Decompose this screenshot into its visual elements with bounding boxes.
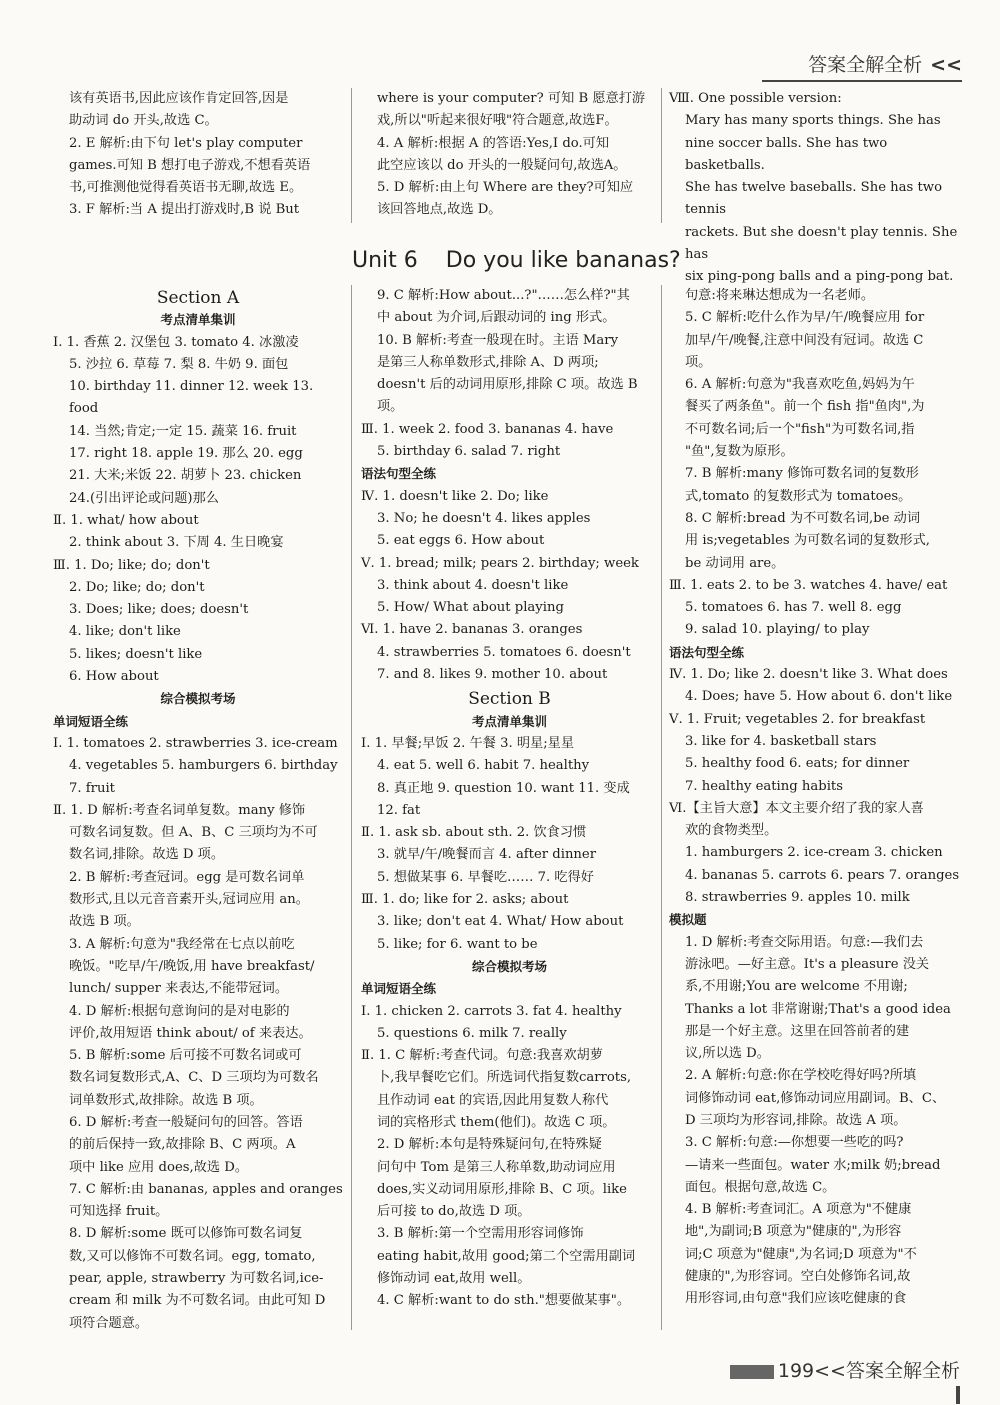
text-line: 3. like for 4. basketball stars (685, 733, 877, 749)
text-line: 8. D 解析:some 既可以修饰可数名词复 (69, 1226, 303, 1242)
text-line: 2. E 解析:由下句 let's play computer (69, 135, 303, 151)
text-line: 地",为副词;B 项意为"健康的",为形容 (685, 1224, 902, 1240)
subsection-title: 综合模拟考场 (471, 958, 547, 974)
bottom-column-1 (53, 285, 343, 1335)
text-line: 8. C 解析:bread 为不可数名词,be 动词 (685, 510, 921, 526)
text-line: 7. fruit (69, 780, 115, 796)
text-line: 1. hamburgers 2. ice-cream 3. chicken (685, 845, 943, 861)
text-line: 4. Does; have 5. How about 6. don't like (685, 689, 953, 705)
exercise-heading: 模拟题 (669, 912, 707, 928)
text-line: Ⅳ. 1. doesn't like 2. Do; like (361, 488, 549, 504)
text-line: 加早/午/晚餐,注意中间没有冠词。故选 C (685, 332, 924, 348)
text-line: Ⅰ. 1. 香蕉 2. 汉堡包 3. tomato 4. 冰激凌 (53, 334, 299, 350)
text-line: 5. B 解析:some 后可接不可数名词或可 (69, 1048, 302, 1064)
text-line: Mary has many sports things. She has (685, 113, 941, 129)
text-line: Ⅱ. 1. D 解析:考查名词单复数。many 修饰 (53, 802, 306, 818)
text-line: 数名词,排除。故选 D 项。 (69, 847, 225, 863)
text-line: 4. A 解析:根据 A 的答语:Yes,I do.可知 (377, 135, 610, 151)
text-line: 12. fat (377, 802, 421, 818)
text-line: 该有英语书,因此应该作肯定回答,因是 (69, 91, 289, 106)
text-line: 2. D 解析:本句是特殊疑问句,在特殊疑 (377, 1137, 602, 1153)
text-line: Ⅱ. 1. C 解析:考查代词。句意:我喜欢胡萝 (361, 1048, 603, 1064)
text-line: 系,不用谢;You are welcome 不用谢; (685, 979, 908, 995)
top-column-1 (53, 88, 343, 222)
text-line: doesn't 后的动词用原形,排除 C 项。故选 B (377, 377, 638, 393)
text-line: Ⅴ. 1. bread; milk; pears 2. birthday; week (361, 555, 639, 571)
text-line: 8. 真正地 9. question 10. want 11. 变成 (377, 780, 630, 796)
text-line: 3. think about 4. doesn't like (377, 577, 569, 593)
text-line: 游泳吧。—好主意。It's a pleasure 没关 (685, 956, 930, 972)
text-line: 4. C 解析:want to do sth."想要做某事"。 (377, 1293, 631, 1309)
unit-name: Do you like bananas? (445, 248, 681, 273)
text-line: Ⅲ. 1. eats 2. to be 3. watches 4. have/ eat (669, 577, 948, 593)
text-line: pear, apple, strawberry 为可数名词,ice- (69, 1271, 324, 1287)
text-line: 5. C 解析:吃什么作为早/午/晚餐应用 for (685, 310, 925, 326)
text-line: 10. birthday 11. dinner 12. week 13. food (69, 379, 314, 417)
text-line: 9. salad 10. playing/ to play (685, 622, 870, 638)
text-line: 项。 (685, 354, 712, 370)
text-line: 3. A 解析:句意为"我经常在七点以前吃 (69, 936, 295, 952)
exercise-heading: 语法句型全练 (361, 466, 437, 482)
text-line: Ⅲ. 1. week 2. food 3. bananas 4. have (361, 421, 614, 437)
text-line: 5. 沙拉 6. 草莓 7. 梨 8. 牛奶 9. 面包 (69, 356, 289, 372)
text-line: 5. questions 6. milk 7. really (377, 1025, 567, 1041)
page-number: 199 (777, 1360, 815, 1382)
text-line: 的前后保持一致,故排除 B、C 两项。A (69, 1137, 296, 1153)
bottom-column-2 (361, 285, 658, 1313)
text-line: 4. like; don't like (69, 624, 181, 640)
unit-title (352, 248, 681, 273)
text-line: where is your computer? 可知 B 愿意打游 (377, 91, 646, 106)
text-line: 5. tomatoes 6. has 7. well 8. egg (685, 600, 902, 616)
footer-arrows: << (814, 1360, 846, 1382)
text-line: 9. C 解析:How about...?"……怎么样?"其 (377, 288, 630, 303)
text-line: Ⅰ. 1. 早餐;早饭 2. 午餐 3. 明星;星星 (361, 735, 575, 751)
text-line: 4. vegetables 5. hamburgers 6. birthday (69, 758, 338, 774)
section-title: Section A (156, 288, 240, 308)
text-line: 用形容词,由句意"我们应该吃健康的食 (685, 1291, 907, 1307)
header-title: 答案全解全析 (808, 54, 923, 76)
text-line: 是第三人称单数形式,排除 A、D 两项; (377, 354, 599, 370)
column-divider (661, 285, 662, 1330)
page-footer (720, 1356, 960, 1384)
text-line: 词的宾格形式 them(他们)。故选 C 项。 (377, 1114, 616, 1130)
text-line: 6. D 解析:考查一般疑问句的回答。答语 (69, 1114, 303, 1130)
text-line: 3. Does; like; does; doesn't (69, 602, 249, 618)
text-line: be 动词用 are。 (685, 555, 785, 571)
subsection-title: 考点清单集训 (160, 312, 236, 328)
section-title: Section B (468, 689, 551, 710)
text-line: 6. How about (69, 669, 159, 685)
text-line: 健康的",为形容词。空白处修饰名词,故 (685, 1269, 911, 1285)
text-line: does,实义动词用原形,排除 B、C 项。like (377, 1181, 627, 1197)
text-line: 5. birthday 6. salad 7. right (377, 444, 561, 460)
text-line: Ⅱ. 1. ask sb. about sth. 2. 饮食习惯 (361, 825, 587, 841)
text-line: Ⅵ. 1. have 2. bananas 3. oranges (361, 622, 583, 638)
text-line: 数名词复数形式,A、C、D 三项均为可数名 (69, 1070, 319, 1086)
text-line: 那是一个好主意。这里在回答前者的建 (685, 1023, 910, 1039)
text-line: six ping-pong balls and a ping-pong bat. (685, 269, 954, 285)
text-line: 2. Do; like; do; don't (69, 579, 205, 595)
text-line: cream 和 milk 为不可数名词。由此可知 D (69, 1293, 326, 1309)
text-line: 词单数形式,故排除。故选 B 项。 (69, 1092, 263, 1108)
top-column-2 (361, 88, 658, 222)
text-line: 修饰动词 eat,故用 well。 (377, 1271, 531, 1287)
text-line: 议,所以选 D。 (685, 1046, 770, 1062)
text-line: 中 about 为介词,后跟动词的 ing 形式。 (377, 310, 616, 326)
text-line: eating habit,故用 good;第二个空需用副词 (377, 1248, 636, 1264)
text-line: 后可接 to do,故选 D 项。 (377, 1204, 531, 1220)
text-line: 词;C 项意为"健康",为名词;D 项意为"不 (685, 1246, 917, 1262)
text-line: 问句中 Tom 是第三人称单数,助动词应用 (377, 1159, 616, 1175)
text-line: 助动词 do 开头,故选 C。 (69, 113, 218, 129)
text-line: 5. healthy food 6. eats; for dinner (685, 756, 910, 772)
text-line: 6. A 解析:句意为"我喜欢吃鱼,妈妈为午 (685, 377, 915, 393)
header-arrows: << (930, 54, 962, 76)
text-line: Ⅷ. One possible version: (669, 91, 842, 106)
text-line: 4. B 解析:考查词汇。A 项意为"不健康 (685, 1202, 912, 1218)
text-line: 3. F 解析:当 A 提出打游戏时,B 说 But (69, 202, 300, 218)
text-line: 7. healthy eating habits (685, 778, 843, 794)
text-line: 4. bananas 5. carrots 6. pears 7. oranges (685, 867, 960, 883)
text-line: Ⅱ. 1. what/ how about (53, 512, 199, 528)
subsection-title: 考点清单集训 (471, 713, 547, 729)
text-line: 项符合题意。 (69, 1315, 149, 1331)
footer-title: 答案全解全析 (845, 1360, 960, 1382)
text-line: 2. B 解析:考查冠词。egg 是可数名词单 (69, 869, 305, 885)
text-line: 不可数名词;后一个"fish"为可数名词,指 (685, 421, 915, 437)
text-line: 3. No; he doesn't 4. likes apples (377, 510, 591, 526)
text-line: 晚饭。"吃早/午/晚饭,用 have breakfast/ (69, 958, 315, 974)
column-divider (351, 88, 352, 223)
text-line: games.可知 B 想打电子游戏,不想看英语 (69, 157, 311, 173)
column-divider (661, 88, 662, 223)
text-line: 10. B 解析:考查一般现在时。主语 Mary (377, 332, 619, 348)
exercise-heading: 单词短语全练 (53, 713, 129, 729)
text-line: Ⅰ. 1. chicken 2. carrots 3. fat 4. healthy (361, 1003, 622, 1019)
top-column-3 (669, 88, 969, 289)
text-line: lunch/ supper 来表达,不能带冠词。 (69, 981, 289, 997)
column-divider (351, 285, 352, 1330)
exercise-heading: 语法句型全练 (669, 644, 745, 660)
text-line: 项。 (377, 399, 404, 415)
text-line: 数,又可以修饰不可数名词。egg, tomato, (69, 1248, 316, 1264)
text-line: 5. likes; doesn't like (69, 646, 203, 662)
text-line: 面包。根据句意,故选 C。 (685, 1179, 836, 1195)
text-line: Ⅲ. 1. Do; like; do; don't (53, 557, 210, 573)
text-line: 3. 就早/午/晚餐而言 4. after dinner (377, 847, 597, 863)
text-line: 该回答地点,故选 D。 (377, 202, 502, 218)
text-line: 可知选择 fruit。 (69, 1204, 169, 1220)
text-line: 4. strawberries 5. tomatoes 6. doesn't (377, 644, 631, 660)
page-header (762, 50, 962, 82)
text-line: Ⅳ. 1. Do; like 2. doesn't like 3. What does (669, 667, 948, 683)
text-line: Ⅲ. 1. do; like for 2. asks; about (361, 892, 569, 908)
text-line: 评价,故用短语 think about/ of 来表达。 (69, 1025, 312, 1041)
text-line: 且作动词 eat 的宾语,因此用复数人称代 (377, 1092, 609, 1108)
text-line: 式,tomato 的复数形式为 tomatoes。 (685, 488, 912, 504)
text-line: 4. eat 5. well 6. habit 7. healthy (377, 758, 590, 774)
text-line: 数形式,且以元音音素开头,冠词应用 an。 (69, 892, 309, 908)
footer-bar (730, 1365, 774, 1379)
text-line: 1. D 解析:考查交际用语。句意:—我们去 (685, 934, 924, 950)
text-line: 2. A 解析:句意:你在学校吃得好吗?所填 (685, 1068, 917, 1084)
text-line: 餐买了两条鱼"。前一个 fish 指"鱼肉",为 (685, 399, 925, 415)
text-line: 此空应该以 do 开头的一般疑问句,故选A。 (377, 157, 627, 173)
text-line: 24.(引出评论或问题)那么 (69, 490, 219, 506)
text-line: 项中 like 应用 does,故选 D。 (69, 1159, 249, 1175)
text-line: Ⅰ. 1. tomatoes 2. strawberries 3. ice-cream (53, 735, 338, 751)
unit-number: Unit 6 (352, 248, 418, 273)
subsection-title: 综合模拟考场 (160, 691, 236, 707)
text-line: She has twelve baseballs. She has two tennis (685, 180, 943, 218)
text-line: —请来一些面包。water 水;milk 奶;bread (685, 1157, 941, 1173)
text-line: 词修饰动词 eat,修饰动词应用副词。B、C、 (685, 1090, 946, 1106)
text-line: rackets. But she doesn't play tennis. She has (685, 224, 958, 263)
text-line: 书,可推测他觉得看英语书无聊,故选 E。 (69, 180, 303, 196)
exercise-heading: 单词短语全练 (361, 981, 437, 997)
text-line: "鱼",复数为原形。 (685, 444, 794, 460)
text-line: 3. C 解析:句意:—你想要一些吃的吗? (685, 1135, 904, 1151)
text-line: 故选 B 项。 (69, 914, 140, 930)
text-line: 2. think about 3. 下周 4. 生日晚宴 (69, 535, 284, 551)
text-line: 5. like; for 6. want to be (377, 936, 538, 952)
text-line: 8. strawberries 9. apples 10. milk (685, 890, 910, 906)
text-line: Ⅴ. 1. Fruit; vegetables 2. for breakfast (669, 711, 926, 727)
text-line: 3. like; don't eat 4. What/ How about (377, 914, 624, 930)
text-line: 5. D 解析:由上句 Where are they?可知应 (377, 180, 634, 196)
text-line: Ⅵ.【主旨大意】本文主要介绍了我的家人喜 (669, 800, 924, 816)
text-line: D 三项均为形容词,排除。故选 A 项。 (685, 1112, 907, 1128)
text-line: 句意:将来琳达想成为一名老师。 (685, 288, 875, 303)
text-line: 5. eat eggs 6. How about (377, 533, 545, 549)
text-line: 戏,所以"听起来很好哦"符合题意,故选F。 (377, 113, 618, 129)
text-line: 14. 当然;肯定;一定 15. 蔬菜 16. fruit (69, 423, 297, 439)
text-line: 21. 大米;米饭 22. 胡萝卜 23. chicken (69, 468, 302, 484)
text-line: Thanks a lot 非常谢谢;That's a good idea (685, 1001, 951, 1017)
text-line: 4. D 解析:根据句意询问的是对电影的 (69, 1003, 290, 1019)
text-line: 5. 想做某事 6. 早餐吃…… 7. 吃得好 (377, 869, 594, 885)
text-line: 7. C 解析:由 bananas, apples and oranges (69, 1181, 343, 1197)
text-line: 卜,我早餐吃它们。所选词代指复数carrots, (377, 1070, 632, 1086)
text-line: 7. B 解析:many 修饰可数名词的复数形 (685, 466, 919, 482)
footer-end-bar (956, 1386, 960, 1404)
text-line: nine soccer balls. She has two basketballs. (685, 135, 888, 173)
text-line: 可数名词复数。但 A、B、C 三项均为不可 (69, 825, 318, 841)
text-line: 7. and 8. likes 9. mother 10. about (377, 667, 608, 683)
text-line: 用 is;vegetables 为可数名词的复数形式, (685, 533, 930, 549)
text-line: 5. How/ What about playing (377, 600, 564, 616)
text-line: 3. B 解析:第一个空需用形容词修饰 (377, 1226, 584, 1242)
text-line: 欢的食物类型。 (685, 823, 778, 839)
bottom-column-3 (669, 285, 969, 1311)
text-line: 17. right 18. apple 19. 那么 20. egg (69, 446, 303, 462)
